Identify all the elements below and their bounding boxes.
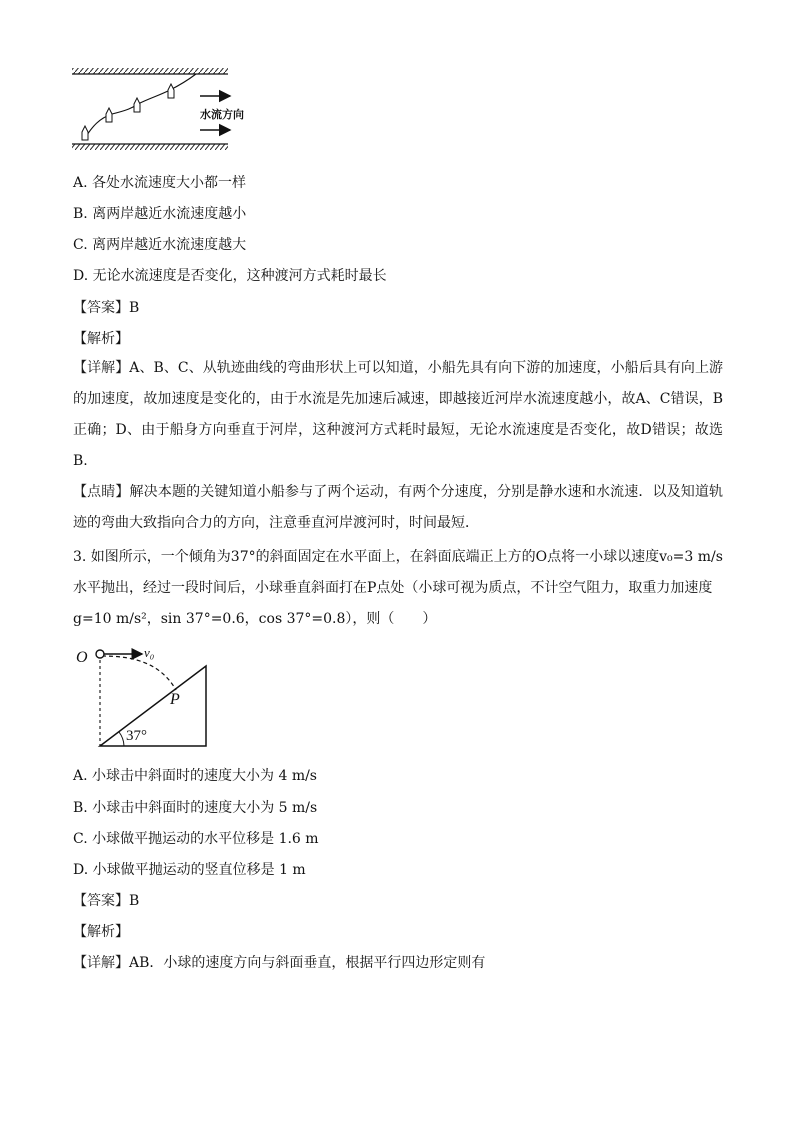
answer-tag: 【答案】: [73, 300, 129, 316]
q3-option-b: B. 小球击中斜面时的速度大小为 5 m/s: [73, 800, 318, 816]
angle-arc: [119, 732, 124, 746]
label-angle: 37°: [126, 728, 147, 744]
q3-answer: [73, 890, 139, 910]
detail-text: AB．小球的速度方向与斜面垂直，根据平行四边形定则有: [129, 955, 486, 971]
q3-stem-line3: g=10 m/s²，sin 37°=0.6，cos 37°=0.8），则（ ）: [73, 611, 437, 627]
q2-option-d: D. 无论水流速度是否变化，这种渡河方式耗时最长: [73, 268, 387, 284]
boat-icon: [106, 108, 112, 122]
detail-text: A、B、C、从轨迹曲线的弯曲形状上可以知道，小船先具有向下游的加速度，小船后具有向上游的加速度，故加速度是变化的，由于水流是先加速后减速，即越接近河岸水流速度越小，故A、C错误，B正确；D、由于船身方向垂直于河岸，这种渡河方式耗时最短，无论水流速度是否变化，故D错误；故选B.: [73, 360, 724, 469]
q3-stem-line1: 3. 如图所示，一个倾角为37°的斜面固定在水平面上，在斜面底端正上方的O点将一小球以速度v₀=3 m/s: [73, 549, 723, 565]
answer-tag: 【答案】: [73, 893, 129, 909]
q2-comment: [73, 477, 723, 539]
q2-option-c: C. 离两岸越近水流速度越大: [73, 237, 247, 253]
q3-detail: [73, 952, 485, 972]
boat-icon: [82, 126, 88, 140]
q2-answer: [73, 297, 139, 317]
q2-analysis-tag: 【解析】: [73, 331, 129, 347]
comment-tag: 【点睛】: [73, 484, 130, 500]
boat-icon: [168, 84, 174, 98]
detail-tag: 【详解】: [73, 955, 129, 971]
river-figure: [70, 66, 260, 158]
q2-detail: [73, 353, 723, 477]
ball: [96, 650, 104, 658]
label-o: O: [76, 649, 88, 666]
incline: [100, 666, 206, 746]
label-p: P: [170, 691, 180, 708]
q2-option-a: A. 各处水流速度大小都一样: [73, 175, 247, 191]
q3-option-c: C. 小球做平抛运动的水平位移是 1.6 m: [73, 831, 319, 847]
top-bank: [72, 68, 228, 74]
answer-value: B: [129, 893, 140, 909]
answer-value: B: [129, 300, 140, 316]
projectile-path: [102, 656, 176, 690]
label-v0: v₀: [144, 645, 155, 660]
q2-option-b: B. 离两岸越近水流速度越小: [73, 206, 247, 222]
q3-analysis-tag: 【解析】: [73, 924, 129, 940]
q3-option-a: A. 小球击中斜面时的速度大小为 4 m/s: [73, 768, 317, 784]
bottom-bank: [72, 144, 228, 150]
incline-figure: [72, 640, 214, 752]
q3-stem-line2: 水平抛出，经过一段时间后，小球垂直斜面打在P点处（小球可视为质点，不计空气阻力，取重力加速度: [73, 580, 713, 596]
q3-option-d: D. 小球做平抛运动的竖直位移是 1 m: [73, 862, 306, 878]
flow-direction-label: 水流方向: [200, 108, 244, 121]
boat-icon: [134, 98, 140, 112]
detail-tag: 【详解】: [73, 360, 130, 376]
comment-text: 解决本题的关键知道小船参与了两个运动，有两个分速度，分别是静水速和水流速．以及知道轨迹的弯曲大致指向合力的方向，注意垂直河岸渡河时，时间最短．: [73, 484, 724, 531]
